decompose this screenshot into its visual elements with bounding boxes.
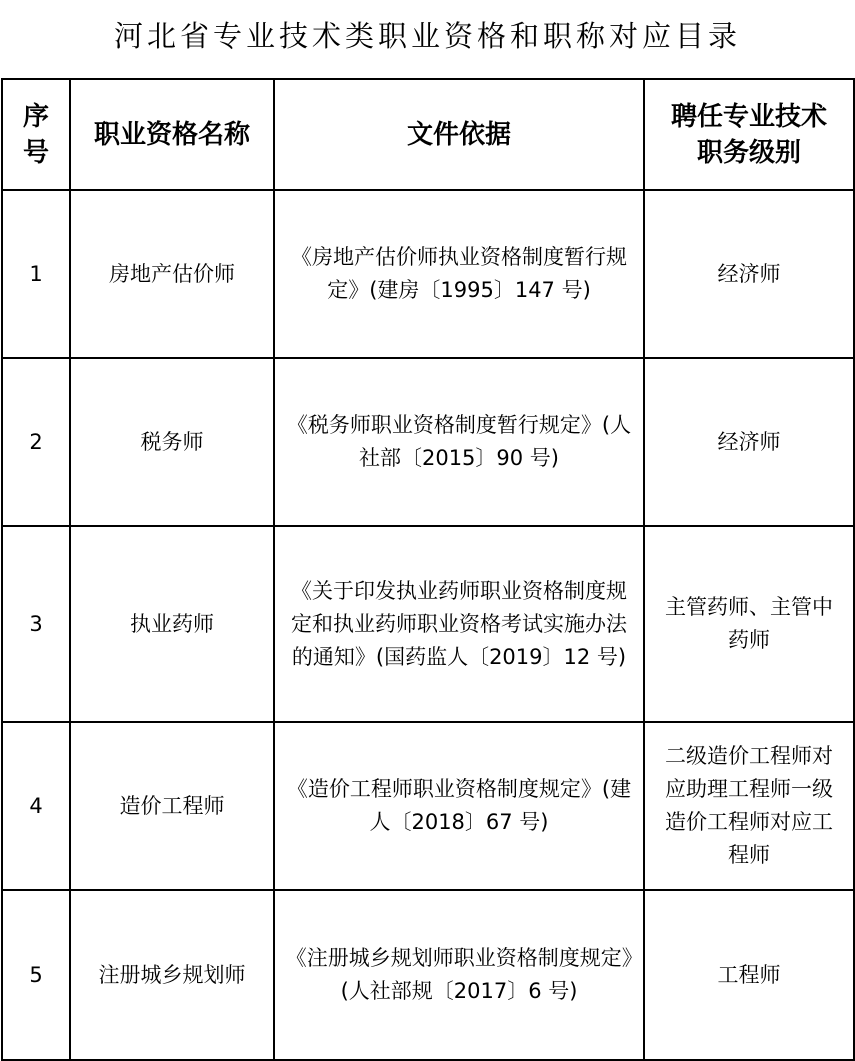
- row-no: 3: [2, 526, 70, 722]
- row-basis: 《造价工程师职业资格制度规定》(建人〔2018〕67 号): [274, 722, 644, 890]
- row-name: 房地产估价师: [70, 190, 274, 358]
- table-row: [2, 722, 854, 890]
- row-no: 5: [2, 890, 70, 1060]
- header-level: 聘任专业技术职务级别: [644, 79, 854, 190]
- row-level: 二级造价工程师对应助理工程师一级造价工程师对应工程师: [644, 722, 854, 890]
- row-name: 造价工程师: [70, 722, 274, 890]
- table-row: [2, 358, 854, 526]
- header-no: 序号: [2, 79, 70, 190]
- row-level: 经济师: [644, 190, 854, 358]
- row-level: 主管药师、主管中药师: [644, 526, 854, 722]
- qualification-table: [1, 78, 855, 1061]
- document-title: 河北省专业技术类职业资格和职称对应目录: [113, 19, 741, 53]
- row-no: 2: [2, 358, 70, 526]
- table-row: [2, 526, 854, 722]
- row-basis: 《关于印发执业药师职业资格制度规定和执业药师职业资格考试实施办法的通知》(国药监人〔2019〕12 号): [274, 526, 644, 722]
- table-header-row: [2, 79, 854, 190]
- row-level: 经济师: [644, 358, 854, 526]
- table-row: [2, 890, 854, 1060]
- table-row: [2, 190, 854, 358]
- row-basis: 《房地产估价师执业资格制度暂行规定》(建房〔1995〕147 号): [274, 190, 644, 358]
- header-basis: 文件依据: [274, 79, 644, 190]
- row-name: 注册城乡规划师: [70, 890, 274, 1060]
- row-no: 4: [2, 722, 70, 890]
- header-name: 职业资格名称: [70, 79, 274, 190]
- row-basis: 《注册城乡规划师职业资格制度规定》(人社部规〔2017〕6 号): [274, 890, 644, 1060]
- row-name: 执业药师: [70, 526, 274, 722]
- row-name: 税务师: [70, 358, 274, 526]
- row-level: 工程师: [644, 890, 854, 1060]
- row-no: 1: [2, 190, 70, 358]
- row-basis: 《税务师职业资格制度暂行规定》(人社部〔2015〕90 号): [274, 358, 644, 526]
